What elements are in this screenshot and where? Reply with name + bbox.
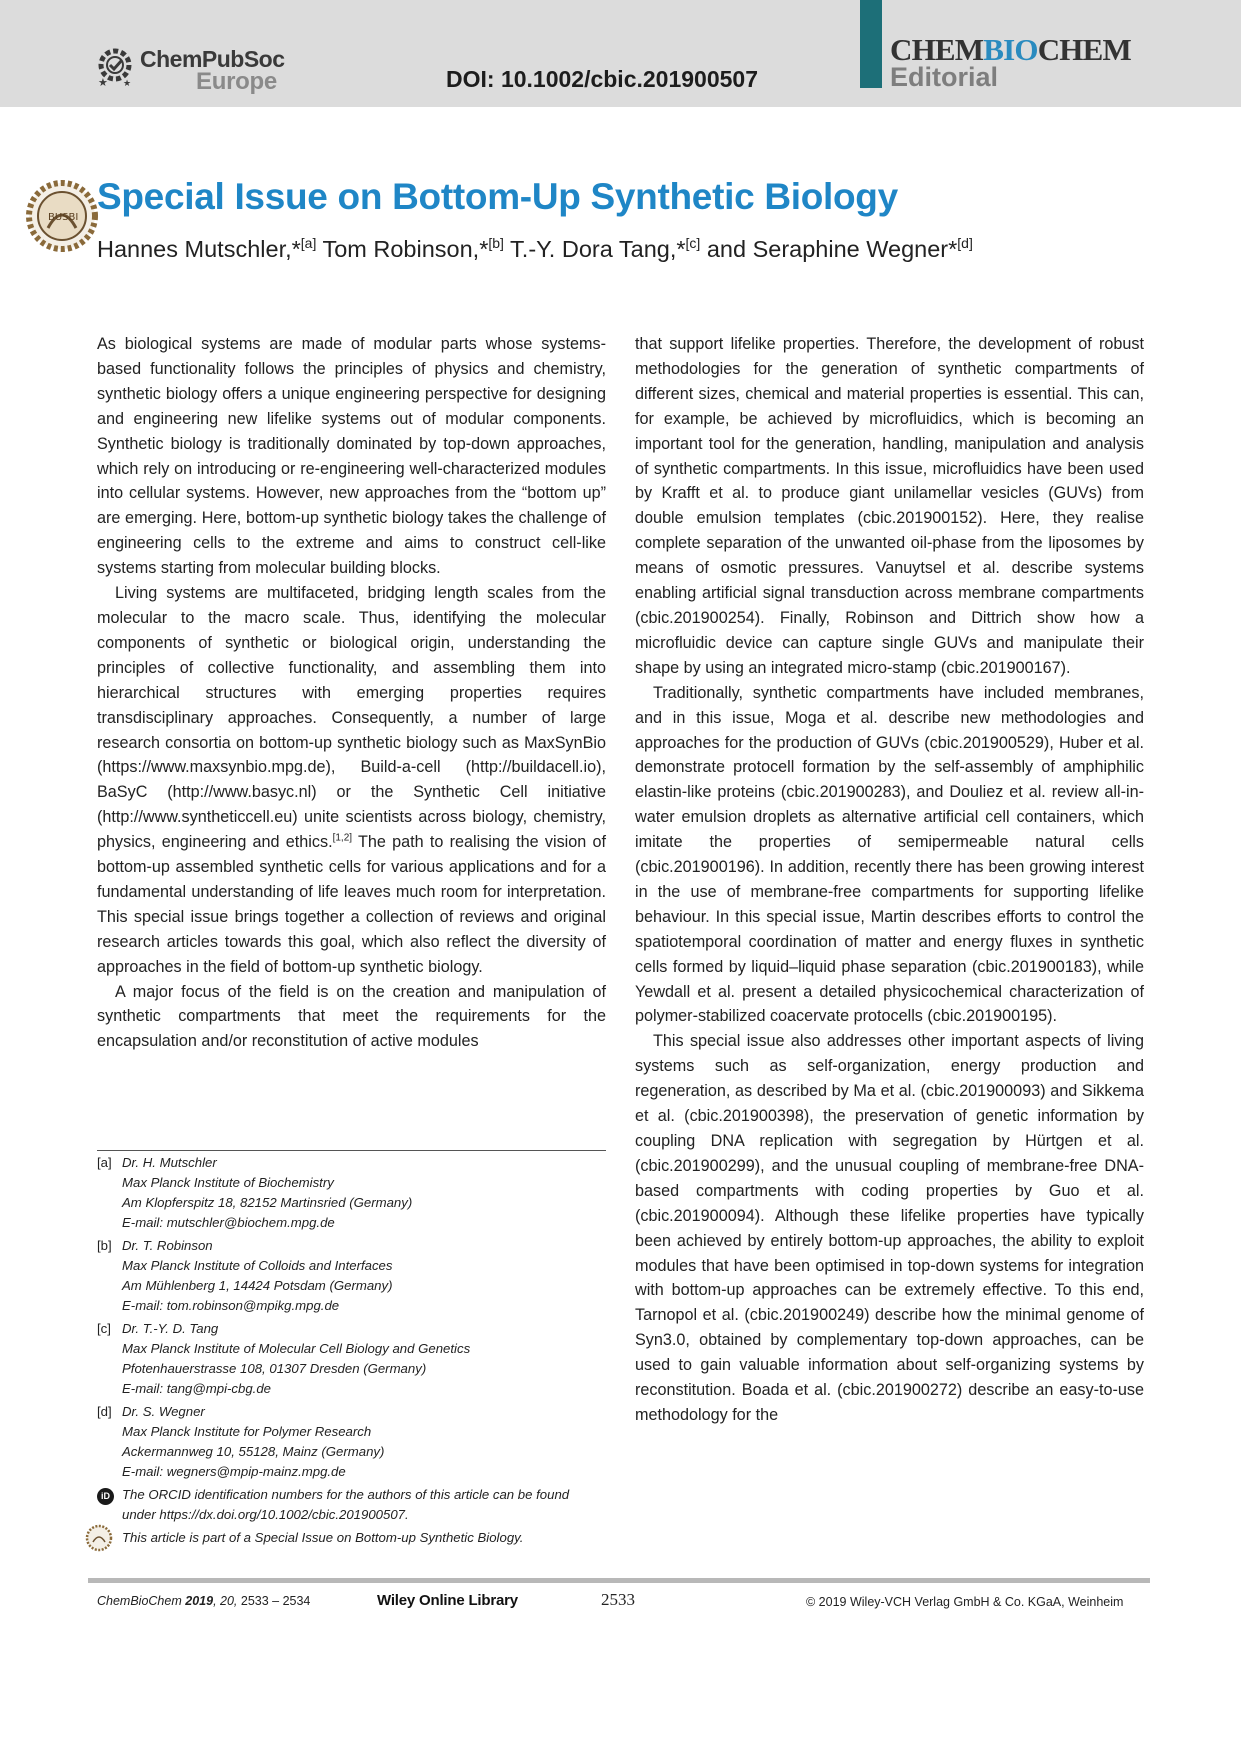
author-affiliation-ref[interactable]: [d] — [957, 235, 973, 251]
chempubsoc-logo[interactable] — [96, 44, 296, 96]
special-issue-note-text: This article is part of a Special Issue on Bottom-up Synthetic Biology. — [122, 1530, 524, 1545]
busbi-badge-icon — [24, 178, 100, 254]
paragraph: Traditionally, synthetic compartments have included membranes, and in this issue, Moga et al. describe new methodologies and approaches for the production of GUVs (cbic.201900529), Huber et al. demonstrate protocell formation by the self-assembly of amphiphilic elastin-like proteins (cbic.201900283), and Douliez et al. review all-in-water emulsion droplets as alternative artificial cell containers, which imitate the properties of semipermeable natural cells (cbic.201900196). In addition, recently there has been growing interest in the use of membrane-free compartments for supporting lifelike behaviour. In this special issue, Martin describes efforts to control the spatiotemporal coordination of matter and energy fluxes in synthetic cells formed by liquid–liquid phase separation (cbic.201900183), while Yewdall et al. present a detailed physicochemical characterization of polymer-stabilized coacervate protocells (cbic.201900195). — [635, 683, 1144, 1026]
doi-link[interactable]: DOI: 10.1002/cbic.201900507 — [446, 66, 759, 92]
affiliation-institute: Max Planck Institute of Biochemistry — [122, 1175, 334, 1190]
body-column-right — [635, 332, 1144, 1428]
affiliation-address: Am Mühlenberg 1, 14424 Potsdam (Germany) — [122, 1278, 393, 1293]
footer-rule — [88, 1578, 1150, 1583]
badge-label: BUSBI — [48, 212, 79, 223]
affiliation-name: Dr. S. Wegner — [122, 1404, 205, 1419]
orcid-icon: iD — [97, 1488, 114, 1505]
wiley-online-library-link[interactable]: Wiley Online Library — [377, 1592, 518, 1609]
affiliation-institute: Max Planck Institute of Colloids and Interfaces — [122, 1258, 393, 1273]
logo-line1: ChemPubSoc — [140, 46, 285, 72]
affiliation-address: Am Klopferspitz 18, 82152 Martinsried (Germany) — [122, 1195, 413, 1210]
svg-text:★: ★ — [123, 79, 132, 88]
footer-year: 2019 — [185, 1594, 214, 1608]
affiliation-divider — [97, 1150, 606, 1151]
affiliation-tag: [c] — [97, 1321, 111, 1336]
reference-citation[interactable]: [1,2] — [332, 832, 353, 844]
paragraph: that support lifelike properties. Therefore, the development of robust methodologies for the generation of synthetic compartments of different sizes, chemical and material properties is essential. This can, for example, be achieved by microfluidics, which is becoming an important tool for the generation, handling, manipulation and analysis of synthetic compartments. In this issue, microfluidics have been used by Krafft et al. to produce giant unilamellar vesicles (GUVs) from double emulsion templates (cbic.201900152). Here, they realise complete separation of the unwanted oil-phase from the liposomes by means of osmotic pressures. Vanuytsel et al. describe systems enabling artificial signal transduction across membrane compartments (cbic.201900254). Finally, Robinson and Dittrich show how a microfluidic device can capture single GUVs and manipulate their shape by using an integrated micro-stamp (cbic.201900167). — [635, 335, 1144, 677]
article-title: Special Issue on Bottom-Up Synthetic Biology — [97, 176, 898, 217]
affiliation-tag: [b] — [97, 1238, 112, 1253]
footer-volume: 20 — [220, 1594, 234, 1608]
footer-citation: ChemBioChem 2019, 20, 2533 – 2534 — [97, 1594, 311, 1608]
footer-journal-name: ChemBioChem — [97, 1594, 182, 1608]
logo-line2: Europe — [196, 68, 277, 95]
affiliation-email[interactable]: E-mail: tom.robinson@mpikg.mpg.de — [122, 1298, 340, 1313]
author-list — [97, 235, 973, 263]
paragraph — [97, 581, 606, 980]
body-column-left — [97, 332, 606, 1054]
journal-name-part2: BIO — [983, 32, 1038, 67]
author-name: Hannes Mutschler,* — [97, 235, 301, 262]
affiliation-address: Pfotenhauerstrasse 108, 01307 Dresden (Germany) — [122, 1361, 427, 1376]
affiliation-email[interactable]: E-mail: tang@mpi-cbg.de — [122, 1381, 271, 1396]
special-issue-note — [97, 1528, 606, 1548]
affiliation-email[interactable]: E-mail: wegners@mpip-mainz.mpg.de — [122, 1464, 346, 1479]
affiliation-item — [97, 1236, 606, 1316]
affiliation-list — [97, 1153, 606, 1551]
paragraph-text: The path to realising the vision of bottom-up assembled synthetic cells for various applications and for a fundamental understanding of life leaves much room for interpretation. This special issue brings together a collection of reviews and original research articles towards this goal, which also reflect the diversity of approaches in the field of bottom-up synthetic biology. — [97, 833, 606, 976]
orcid-note — [97, 1485, 606, 1525]
author-separator: and — [700, 235, 753, 262]
affiliation-name: Dr. T.-Y. D. Tang — [122, 1321, 219, 1336]
affiliation-item — [97, 1153, 606, 1233]
author-affiliation-ref[interactable]: [a] — [300, 235, 317, 251]
article-type: Editorial — [890, 62, 999, 92]
journal-name-part3: CHEM — [1037, 32, 1131, 67]
special-issue-badge-icon — [85, 1524, 113, 1552]
affiliation-institute: Max Planck Institute for Polymer Research — [122, 1424, 372, 1439]
author-name: Seraphine Wegner* — [752, 235, 958, 262]
affiliation-institute: Max Planck Institute of Molecular Cell Biology and Genetics — [122, 1341, 471, 1356]
gear-stars-icon — [96, 46, 138, 88]
affiliation-item — [97, 1402, 606, 1482]
affiliation-item — [97, 1319, 606, 1399]
journal-name-part1: CHEM — [890, 32, 984, 67]
copyright-notice: © 2019 Wiley-VCH Verlag GmbH & Co. KGaA, Weinheim — [806, 1595, 1124, 1609]
svg-text:★: ★ — [98, 76, 108, 88]
affiliation-address: Ackermannweg 10, 55128, Mainz (Germany) — [122, 1444, 385, 1459]
paragraph-text: Living systems are multifaceted, bridging length scales from the molecular to the macro scale. Thus, identifying the molecular components of synthetic or biological origin, understanding the principles of collective functionality, and assembling them into hierarchical structures with emerging properties requires transdisciplinary approaches. Consequently, a number of large research consortia on bottom-up synthetic biology such as MaxSynBio (https://www.maxsynbio.mpg.de), Build-a-cell (http://buildacell.io), BaSyC (http://www.basyc.nl) or the Synthetic Cell initiative (http://www.syntheticcell.eu) unite scientists across biology, chemistry, physics, engineering and ethics. — [97, 584, 606, 852]
journal-accent-stripe — [860, 0, 882, 88]
paragraph: As biological systems are made of modular parts whose systems-based functionality follows the principles of physics and chemistry, synthetic biology offers a unique engineering perspective for designing and engineering new lifelike systems out of modular components. Synthetic biology is traditionally dominated by top-down approaches, which rely on introducing or re-engineering well-characterized modules into cellular systems. However, new approaches from the “bottom up” are emerging. Here, bottom-up synthetic biology takes the challenge of engineering cells to the extreme and aims to construct cell-like systems starting from molecular building blocks. — [97, 335, 606, 578]
orcid-note-text[interactable]: The ORCID identification numbers for the authors of this article can be found under https://dx.doi.org/10.1002/cbic.201900507. — [122, 1487, 570, 1522]
paragraph: This special issue also addresses other important aspects of living systems such as self-organization, energy production and regeneration, as described by Ma et al. (cbic.201900093) and Sikkema et al. (cbic.201900398), the preservation of genetic information by coupling DNA replication with segregation by Hürtgen et al. (cbic.201900299), and the unusual coupling of membrane-free DNA-based compartments with coding properties by Guo et al. (cbic.201900094). Although these lifelike properties have typically been achieved by entirely bottom-up approaches, the ability to exploit modules that have been optimised in top-down systems for integration with bottom-up approaches can be extremely effective. To this end, Tarnopol et al. (cbic.201900249) describe how the minimal genome of Syn3.0, obtained by complementary top-down approaches, can be used to gain valuable information about self-organizing systems by reconstitution. Boada et al. (cbic.201900272) describe an easy-to-use methodology for the — [635, 1032, 1144, 1424]
affiliation-tag: [d] — [97, 1404, 112, 1419]
affiliation-tag: [a] — [97, 1155, 112, 1170]
page-number: 2533 — [601, 1590, 635, 1609]
author-affiliation-ref[interactable]: [b] — [488, 235, 504, 251]
affiliation-email[interactable]: E-mail: mutschler@biochem.mpg.de — [122, 1215, 335, 1230]
author-affiliation-ref[interactable]: [c] — [685, 235, 701, 251]
author-name: T.-Y. Dora Tang,* — [510, 235, 686, 262]
paragraph: A major focus of the field is on the creation and manipulation of synthetic compartments that meet the requirements for the encapsulation and/or reconstitution of active modules — [97, 982, 606, 1051]
footer-pages: 2533 – 2534 — [240, 1594, 311, 1608]
affiliation-name: Dr. T. Robinson — [122, 1238, 213, 1253]
author-name: Tom Robinson,* — [322, 235, 489, 262]
affiliation-name: Dr. H. Mutschler — [122, 1155, 217, 1170]
